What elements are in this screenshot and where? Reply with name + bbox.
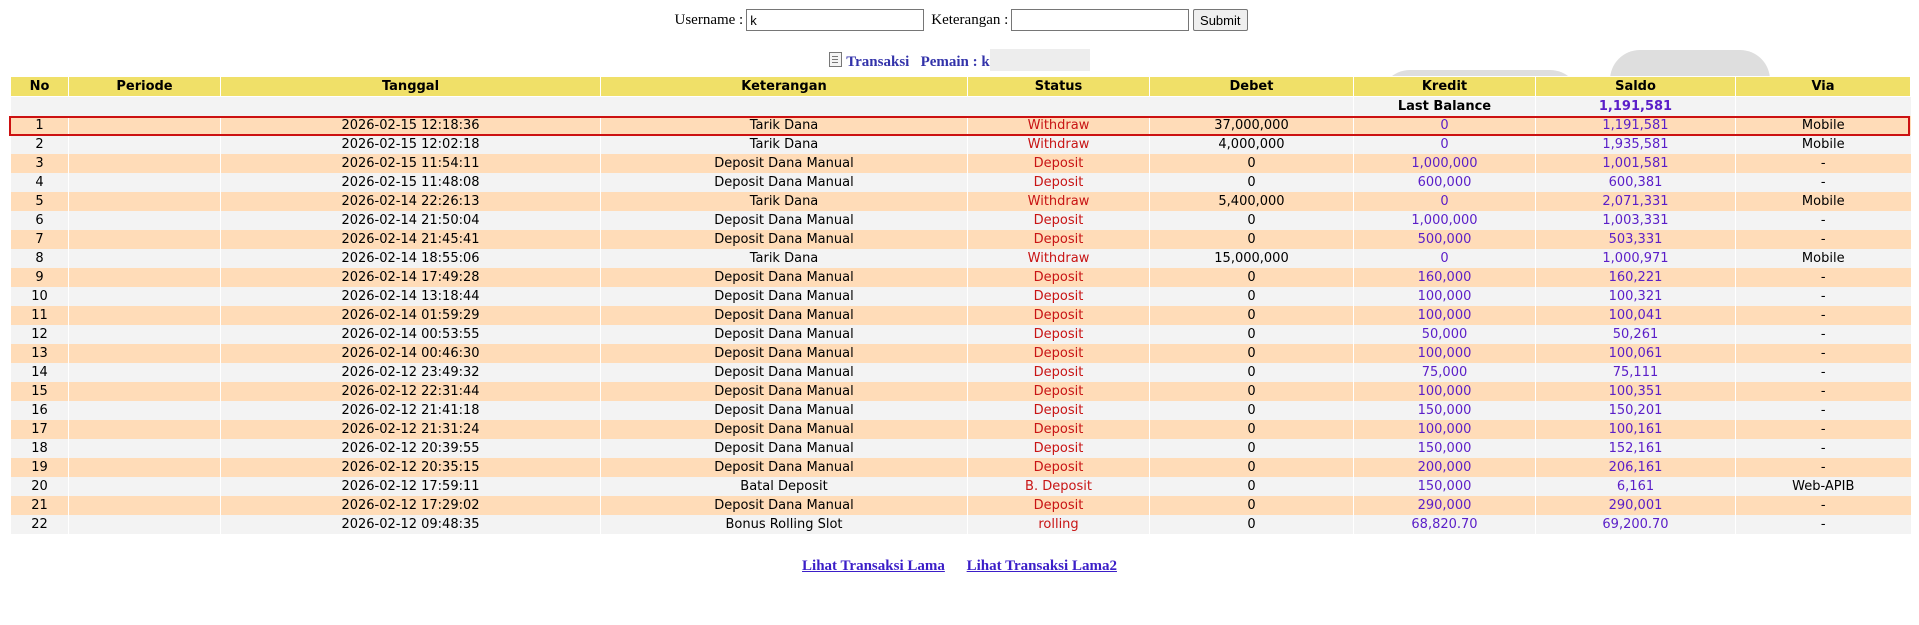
cell-periode (69, 192, 221, 211)
cell-saldo: 100,321 (1536, 287, 1736, 306)
cell-tanggal: 2026-02-15 11:54:11 (221, 154, 601, 173)
table-row (11, 439, 1911, 458)
cell-keterangan: Deposit Dana Manual (601, 382, 968, 401)
cell-keterangan: Deposit Dana Manual (601, 306, 968, 325)
cell-status: Deposit (968, 420, 1150, 439)
cell-keterangan: Tarik Dana (601, 135, 968, 154)
cell-via: - (1736, 306, 1911, 325)
cell-kredit: 1,000,000 (1354, 154, 1536, 173)
cell-via: - (1736, 420, 1911, 439)
cell-debet: 0 (1150, 287, 1354, 306)
table-row (11, 325, 1911, 344)
table-header-row (11, 77, 1911, 97)
cell-status: Deposit (968, 154, 1150, 173)
cell-debet: 0 (1150, 154, 1354, 173)
cell-tanggal: 2026-02-14 17:49:28 (221, 268, 601, 287)
cell-keterangan: Deposit Dana Manual (601, 154, 968, 173)
cell-periode (69, 249, 221, 268)
cell-debet: 0 (1150, 344, 1354, 363)
cell-kredit: 600,000 (1354, 173, 1536, 192)
column-header-saldo: Saldo (1536, 77, 1736, 97)
cell-kredit: 160,000 (1354, 268, 1536, 287)
cell-status: Deposit (968, 496, 1150, 515)
cell-kredit: 100,000 (1354, 420, 1536, 439)
cell-kredit: 0 (1354, 135, 1536, 154)
cell-via: Web-APIB (1736, 477, 1911, 496)
cell-debet: 15,000,000 (1150, 249, 1354, 268)
cell-via: - (1736, 325, 1911, 344)
cell-no: 3 (11, 154, 69, 173)
cell-debet: 0 (1150, 173, 1354, 192)
cell-debet: 0 (1150, 230, 1354, 249)
cell-debet: 0 (1150, 401, 1354, 420)
cell-no: 1 (11, 116, 69, 135)
table-row (11, 116, 1911, 135)
cell-no: 7 (11, 230, 69, 249)
cell-tanggal: 2026-02-12 21:31:24 (221, 420, 601, 439)
column-header-debet: Debet (1150, 77, 1354, 97)
cell-no: 17 (11, 420, 69, 439)
cell-kredit: 75,000 (1354, 363, 1536, 382)
cell-saldo: 206,161 (1536, 458, 1736, 477)
cell-saldo: 100,161 (1536, 420, 1736, 439)
cell-via: Mobile (1736, 192, 1911, 211)
cell-saldo: 152,161 (1536, 439, 1736, 458)
submit-button[interactable]: Submit (1193, 9, 1247, 31)
cell-debet: 0 (1150, 420, 1354, 439)
cell-tanggal: 2026-02-12 23:49:32 (221, 363, 601, 382)
cell-no: 14 (11, 363, 69, 382)
cell-periode (69, 325, 221, 344)
cell-tanggal: 2026-02-14 00:53:55 (221, 325, 601, 344)
cell-status: B. Deposit (968, 477, 1150, 496)
lihat-transaksi-lama2-link[interactable]: Lihat Transaksi Lama2 (966, 558, 1117, 574)
cell-status: Deposit (968, 230, 1150, 249)
cell-keterangan: Deposit Dana Manual (601, 496, 968, 515)
cell-saldo: 50,261 (1536, 325, 1736, 344)
cell-debet: 0 (1150, 496, 1354, 515)
cell-no: 9 (11, 268, 69, 287)
table-row (11, 211, 1911, 230)
cell-debet: 0 (1150, 515, 1354, 534)
cell-kredit: 100,000 (1354, 287, 1536, 306)
cell-periode (69, 211, 221, 230)
cell-status: Withdraw (968, 116, 1150, 135)
cell-kredit: 1,000,000 (1354, 211, 1536, 230)
cell-no: 11 (11, 306, 69, 325)
cell-tanggal: 2026-02-15 12:18:36 (221, 116, 601, 135)
cell-periode (69, 439, 221, 458)
cell-periode (69, 268, 221, 287)
cell-status: Deposit (968, 363, 1150, 382)
cell-kredit: 50,000 (1354, 325, 1536, 344)
table-row (11, 401, 1911, 420)
page-caption (0, 49, 1919, 71)
cell-debet: 37,000,000 (1150, 116, 1354, 135)
cell-keterangan: Deposit Dana Manual (601, 268, 968, 287)
cell-saldo: 6,161 (1536, 477, 1736, 496)
cell-no: 20 (11, 477, 69, 496)
cell-status: Deposit (968, 382, 1150, 401)
table-row (11, 496, 1911, 515)
cell-periode (69, 306, 221, 325)
cell-saldo: 600,381 (1536, 173, 1736, 192)
cell-via: - (1736, 154, 1911, 173)
cell-tanggal: 2026-02-12 17:29:02 (221, 496, 601, 515)
keterangan-label: Keterangan : (931, 11, 1009, 28)
cell-kredit: 100,000 (1354, 306, 1536, 325)
username-input[interactable] (746, 9, 924, 31)
cell-kredit: 0 (1354, 116, 1536, 135)
cell-status: Deposit (968, 211, 1150, 230)
cell-periode (69, 173, 221, 192)
cell-via: - (1736, 268, 1911, 287)
cell-saldo: 100,061 (1536, 344, 1736, 363)
cell-tanggal: 2026-02-12 20:35:15 (221, 458, 601, 477)
cell-tanggal: 2026-02-14 13:18:44 (221, 287, 601, 306)
cell-no: 2 (11, 135, 69, 154)
cell-tanggal: 2026-02-14 21:45:41 (221, 230, 601, 249)
footer-links (0, 558, 1919, 575)
last-balance-row (11, 97, 1911, 117)
cell-keterangan: Deposit Dana Manual (601, 363, 968, 382)
column-header-no: No (11, 77, 69, 97)
cell-kredit: 150,000 (1354, 439, 1536, 458)
cell-status: Deposit (968, 325, 1150, 344)
cell-keterangan: Batal Deposit (601, 477, 968, 496)
cell-no: 4 (11, 173, 69, 192)
cell-saldo: 1,003,331 (1536, 211, 1736, 230)
lihat-transaksi-lama-link[interactable]: Lihat Transaksi Lama (802, 558, 945, 574)
table-row (11, 135, 1911, 154)
cell-periode (69, 363, 221, 382)
cell-kredit: 500,000 (1354, 230, 1536, 249)
cell-kredit: 290,000 (1354, 496, 1536, 515)
table-row (11, 173, 1911, 192)
cell-status: Deposit (968, 306, 1150, 325)
cell-status: Withdraw (968, 135, 1150, 154)
cell-saldo: 1,000,971 (1536, 249, 1736, 268)
cell-keterangan: Deposit Dana Manual (601, 420, 968, 439)
column-header-keterangan: Keterangan (601, 77, 968, 97)
table-row (11, 382, 1911, 401)
cell-periode (69, 287, 221, 306)
cell-via: - (1736, 230, 1911, 249)
cell-debet: 0 (1150, 211, 1354, 230)
cell-no: 16 (11, 401, 69, 420)
cell-kredit: 100,000 (1354, 344, 1536, 363)
table-row (11, 477, 1911, 496)
cell-saldo: 100,351 (1536, 382, 1736, 401)
cell-periode (69, 344, 221, 363)
table-row (11, 154, 1911, 173)
table-row (11, 458, 1911, 477)
cell-no: 5 (11, 192, 69, 211)
cell-no: 13 (11, 344, 69, 363)
cell-debet: 0 (1150, 306, 1354, 325)
table-row (11, 268, 1911, 287)
document-icon (829, 52, 842, 67)
cell-tanggal: 2026-02-14 01:59:29 (221, 306, 601, 325)
cell-status: Deposit (968, 458, 1150, 477)
cell-tanggal: 2026-02-12 22:31:44 (221, 382, 601, 401)
cell-keterangan: Deposit Dana Manual (601, 325, 968, 344)
keterangan-input[interactable] (1011, 9, 1189, 31)
cell-saldo: 2,071,331 (1536, 192, 1736, 211)
cell-kredit: 150,000 (1354, 401, 1536, 420)
cell-status: Deposit (968, 268, 1150, 287)
pemain-label: Pemain : k (920, 54, 990, 70)
cell-via: - (1736, 439, 1911, 458)
search-form (0, 9, 1919, 31)
cell-tanggal: 2026-02-12 17:59:11 (221, 477, 601, 496)
cell-no: 18 (11, 439, 69, 458)
cell-debet: 0 (1150, 363, 1354, 382)
last-balance-label: Last Balance (1354, 97, 1536, 117)
redacted-username (990, 49, 1090, 71)
cell-tanggal: 2026-02-14 22:26:13 (221, 192, 601, 211)
column-header-status: Status (968, 77, 1150, 97)
cell-via: - (1736, 515, 1911, 534)
cell-kredit: 0 (1354, 192, 1536, 211)
cell-no: 10 (11, 287, 69, 306)
cell-periode (69, 116, 221, 135)
cell-status: Deposit (968, 287, 1150, 306)
cell-periode (69, 154, 221, 173)
cell-kredit: 200,000 (1354, 458, 1536, 477)
cell-tanggal: 2026-02-12 21:41:18 (221, 401, 601, 420)
cell-status: Withdraw (968, 192, 1150, 211)
last-balance-value: 1,191,581 (1536, 97, 1736, 117)
cell-no: 8 (11, 249, 69, 268)
cell-tanggal: 2026-02-14 18:55:06 (221, 249, 601, 268)
cell-status: Deposit (968, 173, 1150, 192)
transaksi-label: Transaksi (846, 54, 910, 70)
cell-periode (69, 230, 221, 249)
cell-kredit: 100,000 (1354, 382, 1536, 401)
cell-no: 12 (11, 325, 69, 344)
column-header-via: Via (1736, 77, 1911, 97)
cell-via: - (1736, 287, 1911, 306)
cell-no: 19 (11, 458, 69, 477)
cell-no: 15 (11, 382, 69, 401)
cell-periode (69, 496, 221, 515)
cell-status: rolling (968, 515, 1150, 534)
table-row (11, 515, 1911, 534)
cell-saldo: 503,331 (1536, 230, 1736, 249)
cell-via: Mobile (1736, 249, 1911, 268)
table-row (11, 420, 1911, 439)
cell-keterangan: Tarik Dana (601, 116, 968, 135)
cell-keterangan: Deposit Dana Manual (601, 458, 968, 477)
cell-saldo: 75,111 (1536, 363, 1736, 382)
table-row (11, 192, 1911, 211)
cell-debet: 4,000,000 (1150, 135, 1354, 154)
column-header-kredit: Kredit (1354, 77, 1536, 97)
cell-keterangan: Deposit Dana Manual (601, 173, 968, 192)
cell-tanggal: 2026-02-12 09:48:35 (221, 515, 601, 534)
cell-tanggal: 2026-02-15 11:48:08 (221, 173, 601, 192)
cell-periode (69, 135, 221, 154)
cell-via: - (1736, 496, 1911, 515)
cell-status: Deposit (968, 401, 1150, 420)
transaction-table (10, 76, 1911, 534)
cell-saldo: 69,200.70 (1536, 515, 1736, 534)
cell-status: Deposit (968, 344, 1150, 363)
table-row (11, 230, 1911, 249)
cell-via: - (1736, 382, 1911, 401)
cell-no: 21 (11, 496, 69, 515)
cell-tanggal: 2026-02-14 00:46:30 (221, 344, 601, 363)
cell-saldo: 160,221 (1536, 268, 1736, 287)
cell-debet: 0 (1150, 458, 1354, 477)
cell-status: Withdraw (968, 249, 1150, 268)
cell-via: - (1736, 211, 1911, 230)
cell-periode (69, 477, 221, 496)
cell-via: - (1736, 363, 1911, 382)
cell-kredit: 68,820.70 (1354, 515, 1536, 534)
cell-keterangan: Deposit Dana Manual (601, 344, 968, 363)
column-header-periode: Periode (69, 77, 221, 97)
table-row (11, 363, 1911, 382)
cell-saldo: 1,191,581 (1536, 116, 1736, 135)
cell-debet: 5,400,000 (1150, 192, 1354, 211)
cell-via: - (1736, 401, 1911, 420)
cell-keterangan: Deposit Dana Manual (601, 211, 968, 230)
cell-saldo: 290,001 (1536, 496, 1736, 515)
cell-periode (69, 401, 221, 420)
cell-keterangan: Deposit Dana Manual (601, 230, 968, 249)
cell-saldo: 1,001,581 (1536, 154, 1736, 173)
cell-via: - (1736, 173, 1911, 192)
cell-via: Mobile (1736, 116, 1911, 135)
cell-keterangan: Tarik Dana (601, 249, 968, 268)
cell-no: 6 (11, 211, 69, 230)
cell-tanggal: 2026-02-14 21:50:04 (221, 211, 601, 230)
cell-debet: 0 (1150, 325, 1354, 344)
cell-debet: 0 (1150, 268, 1354, 287)
cell-keterangan: Deposit Dana Manual (601, 401, 968, 420)
cell-saldo: 150,201 (1536, 401, 1736, 420)
cell-debet: 0 (1150, 439, 1354, 458)
cell-debet: 0 (1150, 477, 1354, 496)
cell-kredit: 150,000 (1354, 477, 1536, 496)
cell-periode (69, 382, 221, 401)
cell-periode (69, 515, 221, 534)
cell-kredit: 0 (1354, 249, 1536, 268)
cell-no: 22 (11, 515, 69, 534)
username-label: Username : (674, 11, 744, 28)
cell-keterangan: Deposit Dana Manual (601, 287, 968, 306)
cell-tanggal: 2026-02-12 20:39:55 (221, 439, 601, 458)
cell-via: - (1736, 344, 1911, 363)
cell-via: Mobile (1736, 135, 1911, 154)
table-row (11, 287, 1911, 306)
cell-debet: 0 (1150, 382, 1354, 401)
column-header-tanggal: Tanggal (221, 77, 601, 97)
cell-saldo: 1,935,581 (1536, 135, 1736, 154)
cell-via: - (1736, 458, 1911, 477)
cell-periode (69, 420, 221, 439)
table-row (11, 249, 1911, 268)
table-row (11, 306, 1911, 325)
cell-tanggal: 2026-02-15 12:02:18 (221, 135, 601, 154)
cell-saldo: 100,041 (1536, 306, 1736, 325)
cell-periode (69, 458, 221, 477)
cell-status: Deposit (968, 439, 1150, 458)
cell-keterangan: Tarik Dana (601, 192, 968, 211)
table-row (11, 344, 1911, 363)
cell-keterangan: Bonus Rolling Slot (601, 515, 968, 534)
cell-keterangan: Deposit Dana Manual (601, 439, 968, 458)
